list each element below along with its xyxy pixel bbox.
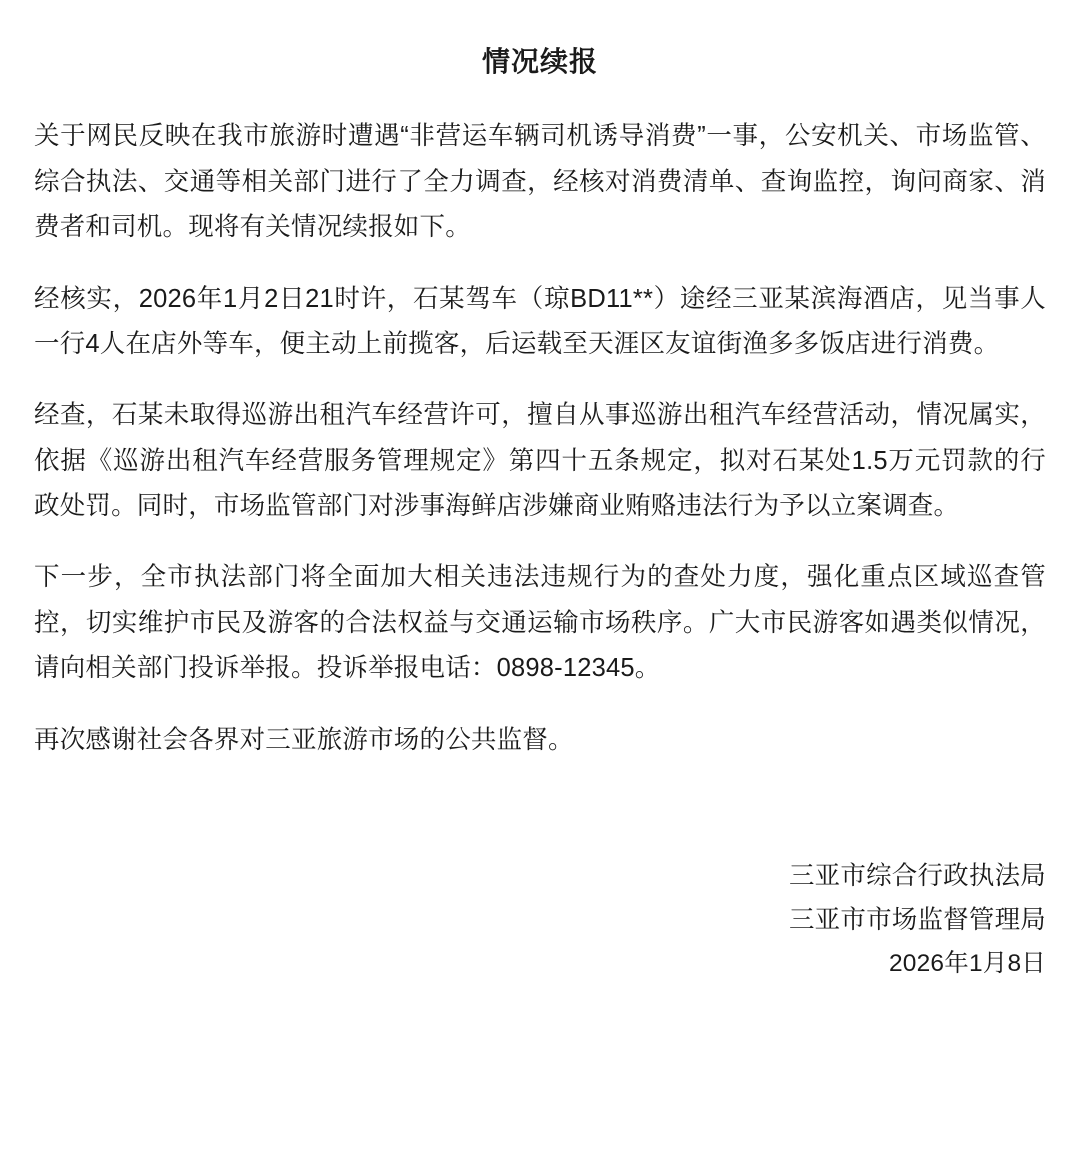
signature-organization-1: 三亚市综合行政执法局	[788, 861, 1046, 890]
signature-block	[34, 855, 1046, 985]
paragraph-1: 关于网民反映在我市旅游时遭遇“非营运车辆司机诱导消费”一事，公安机关、市场监管、综合执法、交通等相关部门进行了全力调查，经核对消费清单、查询监控，询问商家、消费者和司机。现将有关情况续报如下。	[34, 122, 1046, 242]
signature-date: 2026年1月8日	[888, 949, 1046, 977]
paragraph-2: 经核实，2026年1月2日21时许，石某驾车（琼BD11**）途经三亚某滨海酒店，见当事人一行4人在店外等车，便主动上前揽客，后运载至天涯区友谊街渔多多饭店进行消费。	[34, 284, 1046, 358]
signature-organization-2: 三亚市市场监督管理局	[788, 905, 1046, 934]
document-sheet	[8, 8, 1072, 1149]
page-title: 情况续报	[481, 46, 598, 77]
paragraph-5: 再次感谢社会各界对三亚旅游市场的公共监督。	[34, 725, 574, 754]
paragraph-4: 下一步，全市执法部门将全面加大相关违法违规行为的查处力度，强化重点区域巡查管控，切实维护市民及游客的合法权益与交通运输市场秩序。广大市民游客如遇类似情况，请向相关部门投诉举报。投诉举报电话：0898-12345。	[34, 563, 1046, 683]
paragraph-3: 经查，石某未取得巡游出租汽车经营许可，擅自从事巡游出租汽车经营活动，情况属实，依据《巡游出租汽车经营服务管理规定》第四十五条规定，拟对石某处1.5万元罚款的行政处罚。同时，市场监管部门对涉事海鲜店涉嫌商业贿赂违法行为予以立案调查。	[34, 401, 1046, 521]
